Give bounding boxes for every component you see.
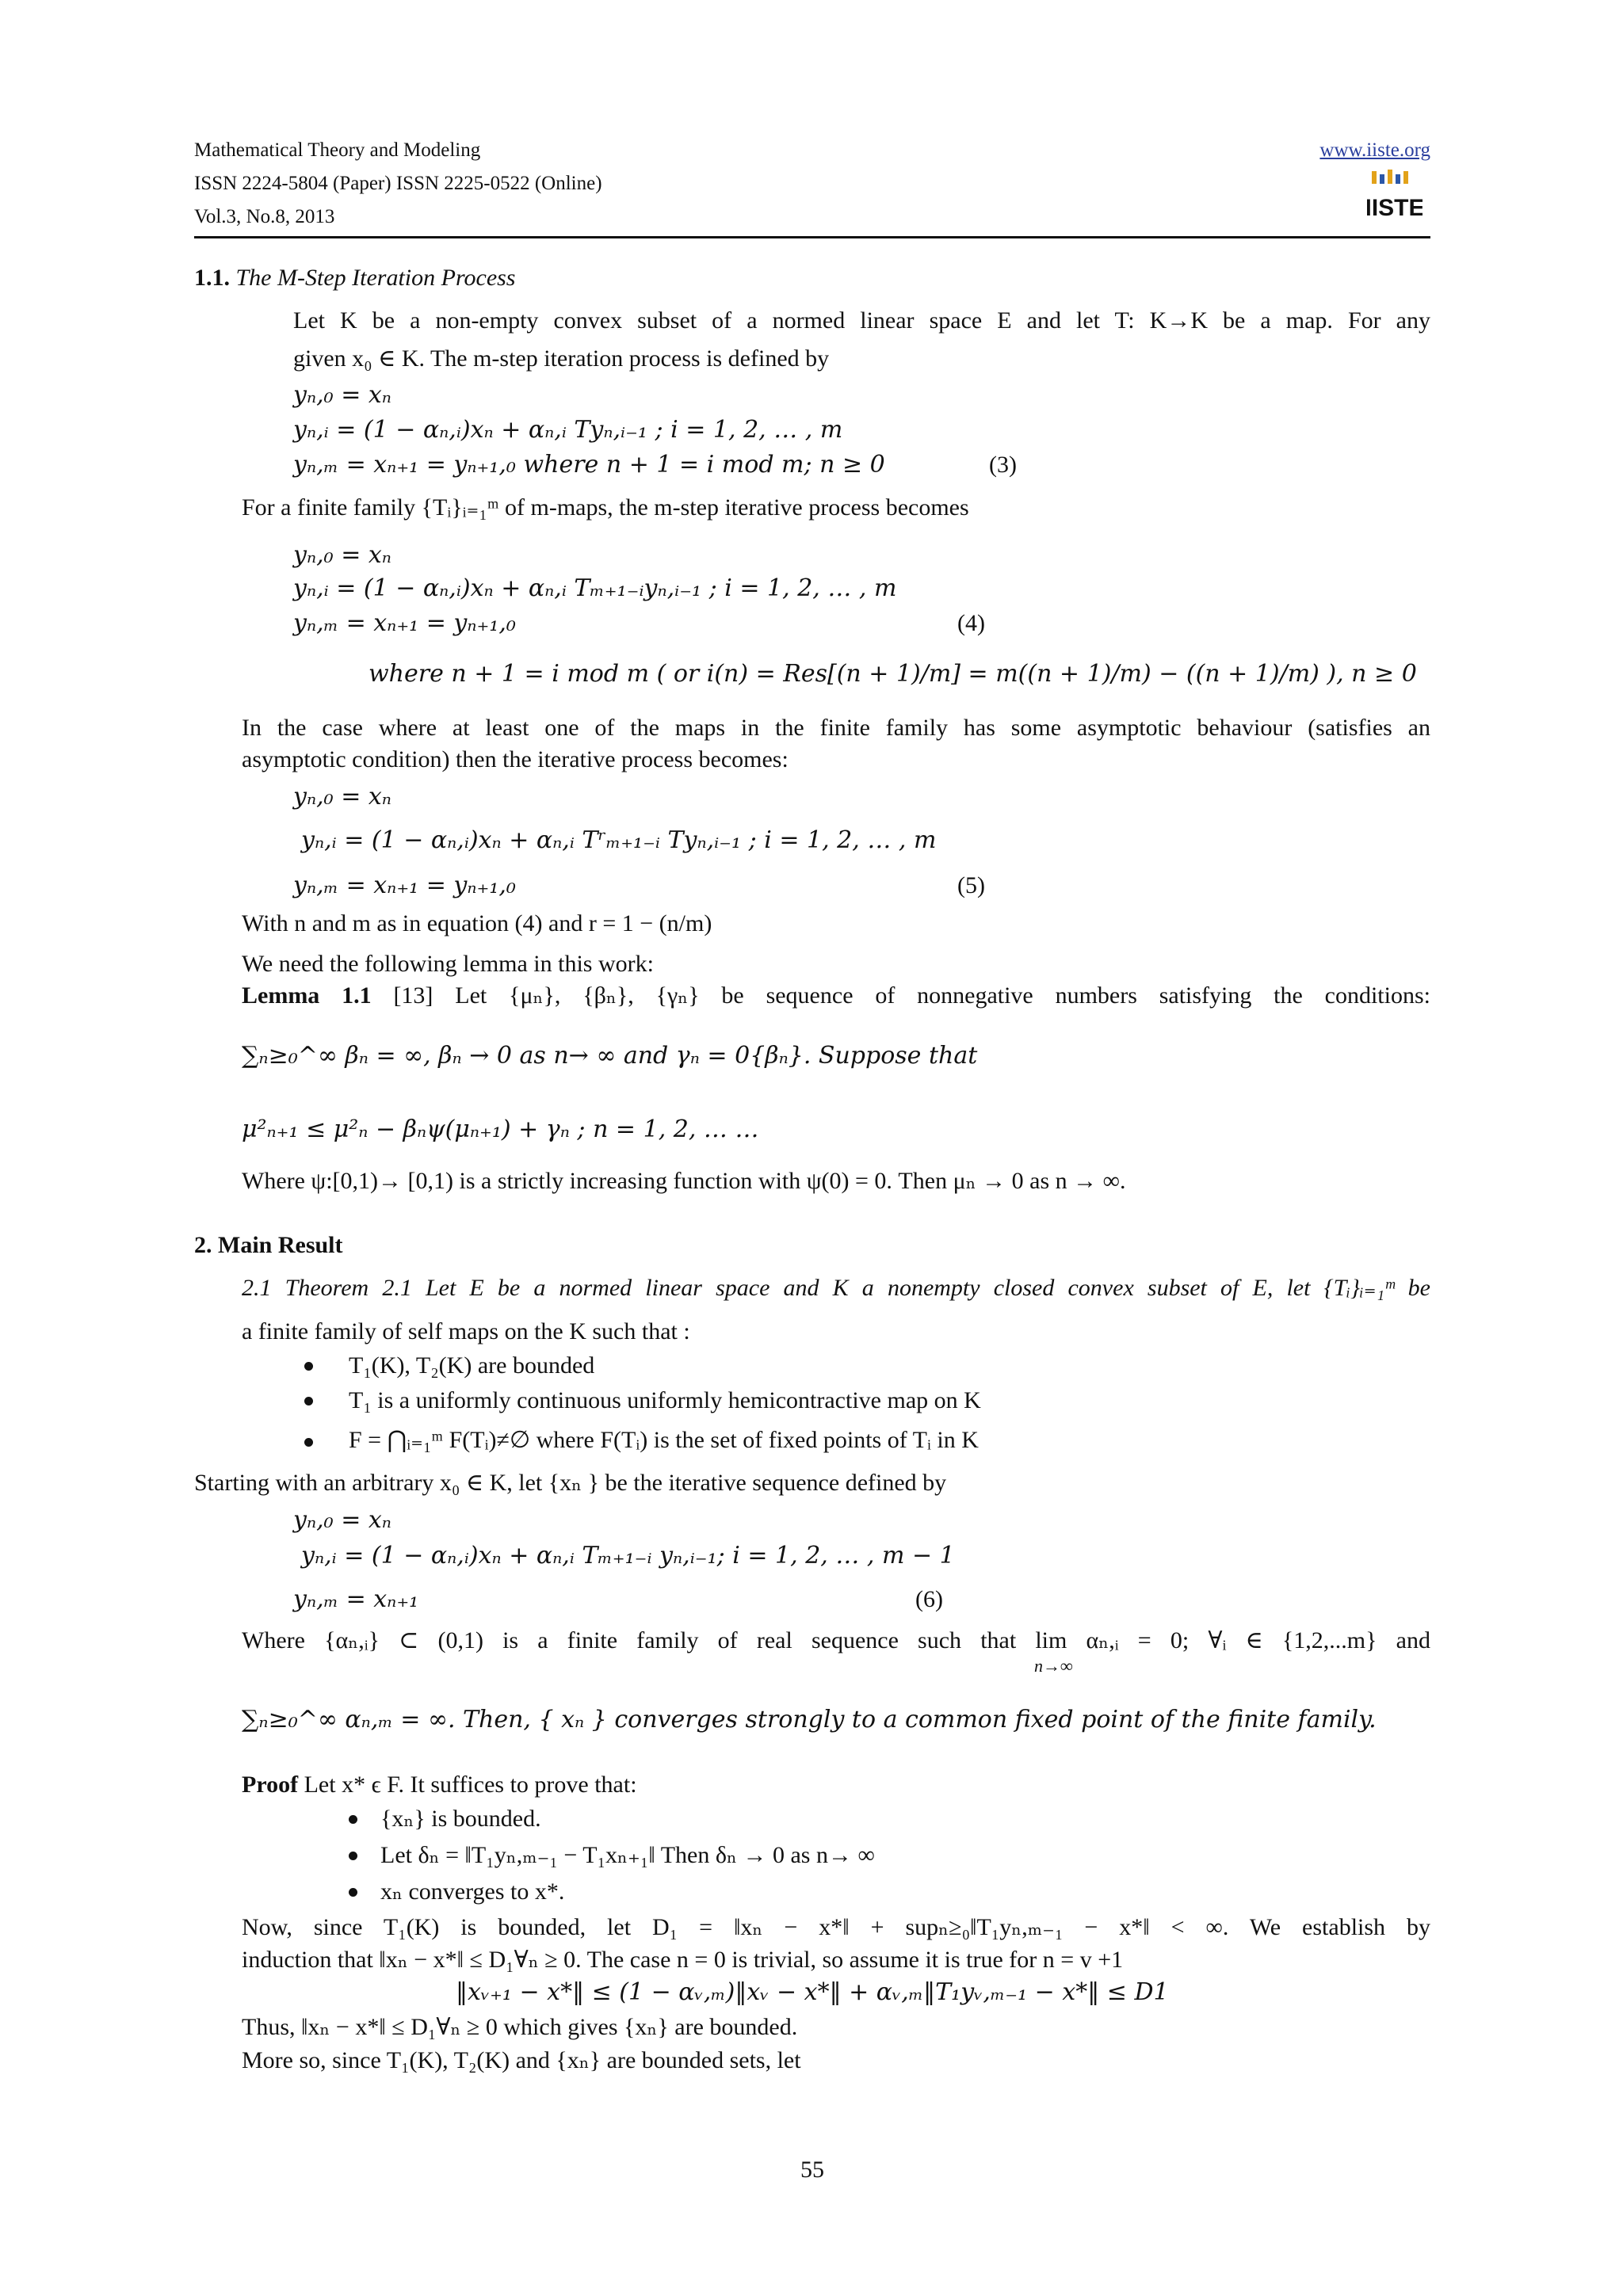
eq4-line3: yₙ,ₘ = xₙ₊₁ = yₙ₊₁,₀: [293, 609, 516, 637]
theorem-bullet-2: T₁ is a uniformly continuous uniformly hemicontractive map on K: [349, 1387, 981, 1413]
thus-line: Thus, ‖xₙ − x*‖ ≤ D₁∀ₙ ≥ 0 which gives {xₙ} are bounded.: [242, 2014, 798, 2040]
lemma-line2: ∑ₙ≥₀^∞ βₙ = ∞, βₙ → 0 as n→ ∞ and γₙ = 0{βₙ}. Suppose that: [242, 1042, 978, 1070]
bullet-dot: [349, 1852, 357, 1860]
now-line1: Now, since T₁(K) is bounded, let D₁ = ‖xₙ − x*‖ + supₙ≥₀‖T₁yₙ,ₘ₋₁ − x*‖ < ∞. We establish by: [242, 1914, 1430, 1940]
website-link[interactable]: www.iiste.org: [1319, 139, 1430, 161]
theorem-bullet-3: F = ⋂ᵢ₌₁ᵐ F(Tᵢ)≠∅ where F(Tᵢ) is the set of fixed points of Tᵢ in K: [349, 1427, 979, 1453]
eq5-label: (5): [957, 872, 985, 898]
lemma-label: Lemma 1.1: [242, 982, 372, 1009]
eq3-line2: yₙ,ᵢ = (1 − αₙ,ᵢ)xₙ + αₙ,ᵢ Tyₙ,ᵢ₋₁ ; i = 1, 2, … , m: [293, 416, 843, 444]
eq3-label: (3): [989, 452, 1017, 478]
iiste-logo: [1367, 168, 1423, 223]
svg-text:IISTE: IISTE: [1367, 195, 1423, 221]
bullet-dot: [304, 1438, 313, 1447]
lemma-line3: μ²ₙ₊₁ ≤ μ²ₙ − βₙψ(μₙ₊₁) + γₙ ; n = 1, 2, … …: [242, 1116, 759, 1143]
header-rule: [194, 236, 1430, 238]
eq4-label: (4): [957, 610, 985, 636]
lemma-line1: [242, 979, 1430, 1013]
eq3-line3: yₙ,ₘ = xₙ₊₁ = yₙ₊₁,₀ where n + 1 = i mod m; n ≥ 0: [293, 451, 885, 479]
volume-line: Vol.3, No.8, 2013: [194, 206, 335, 227]
para-1-line1: Let K be a non-empty convex subset of a normed linear space E and let T: K→K be a map. For any: [293, 307, 1430, 334]
eq6-line2: yₙ,ᵢ = (1 − αₙ,ᵢ)xₙ + αₙ,ᵢ Tₘ₊₁₋ᵢ yₙ,ᵢ₋₁; i = 1, 2, … , m − 1: [301, 1542, 955, 1569]
eq6-line1: yₙ,₀ = xₙ: [293, 1506, 391, 1534]
para-5: We need the following lemma in this work:: [242, 951, 654, 977]
theorem-line2: a finite family of self maps on the K such that :: [242, 1318, 690, 1344]
proof-intro: Let x* ϵ F. It suffices to prove that:: [298, 1772, 637, 1798]
bullet-dot: [304, 1362, 313, 1371]
now-line2: induction that ‖xₙ − x*‖ ≤ D₁∀ₙ ≥ 0. The case n = 0 is trivial, so assume it is true for n = v +1: [242, 1947, 1124, 1973]
para-2: For a finite family {Tᵢ}ᵢ₌₁ᵐ of m-maps, the m-step iterative process becomes: [242, 494, 969, 521]
lemma-line4: Where ψ:[0,1)→ [0,1) is a strictly increasing function with ψ(0) = 0. Then μₙ → 0 as n → ∞.: [242, 1168, 1126, 1194]
where-line: Where {αₙ,ᵢ} ⊂ (0,1) is a finite family of real sequence such that lim αₙ,ᵢ = 0; ∀ᵢ ∈ {1,2,...m} and: [242, 1627, 1430, 1653]
journal-name: Mathematical Theory and Modeling: [194, 139, 481, 161]
eq6-label: (6): [915, 1586, 943, 1612]
para-4: With n and m as in equation (4) and r = 1 − (n/m): [242, 910, 712, 936]
eq4-line4: where n + 1 = i mod m ( or i(n) = Res[(n + 1)/m] = m((n + 1)/m) − ((n + 1)/m) ), n ≥ 0: [369, 660, 1417, 688]
sum-line: ∑ₙ≥₀^∞ αₙ,ₘ = ∞. Then, { xₙ } converges strongly to a common fixed point of the finite family.: [242, 1706, 1377, 1733]
theorem-bullet-1: T₁(K), T₂(K) are bounded: [349, 1352, 595, 1379]
section-heading-1-1: 1.1. The M-Step Iteration Process: [194, 265, 516, 291]
para-3-line1: In the case where at least one of the maps in the finite family has some asymptotic behaviour (satisfies an: [242, 715, 1430, 741]
eq5-line2: yₙ,ᵢ = (1 − αₙ,ᵢ)xₙ + αₙ,ᵢ Tʳₘ₊₁₋ᵢ Tyₙ,ᵢ₋₁ ; i = 1, 2, … , m: [301, 826, 937, 854]
eq5-line3: yₙ,ₘ = xₙ₊₁ = yₙ₊₁,₀: [293, 871, 516, 899]
eq3-line1: yₙ,₀ = xₙ: [293, 381, 391, 409]
proof-bullet-2: Let δₙ = ‖T₁yₙ,ₘ₋₁ − T₁xₙ₊₁‖ Then δₙ → 0 as n→ ∞: [380, 1842, 875, 1868]
proof-line: [242, 1768, 637, 1802]
eq4-line1: yₙ,₀ = xₙ: [293, 541, 391, 569]
proof-bullet-3: xₙ converges to x*.: [380, 1878, 565, 1905]
proof-label: Proof: [242, 1772, 299, 1798]
issn-line: ISSN 2224-5804 (Paper) ISSN 2225-0522 (Online): [194, 173, 602, 194]
inequality-line: ‖xᵥ₊₁ − x*‖ ≤ (1 − αᵥ,ₘ)‖xᵥ − x*‖ + αᵥ,ₘ‖T₁yᵥ,ₘ₋₁ − x*‖ ≤ D1: [456, 1978, 1169, 2006]
page-number: 55: [800, 2157, 824, 2183]
lim-subscript: n→∞: [1034, 1656, 1073, 1676]
section-heading-2: 2. Main Result: [194, 1232, 343, 1258]
bullet-dot: [349, 1888, 357, 1897]
lemma-text: [13] Let {μₙ}, {βₙ}, {γₙ} be sequence of nonnegative numbers satisfying the conditions:: [371, 982, 1430, 1009]
para-3-line2: asymptotic condition) then the iterative process becomes:: [242, 746, 789, 772]
eq4-line2: yₙ,ᵢ = (1 − αₙ,ᵢ)xₙ + αₙ,ᵢ Tₘ₊₁₋ᵢyₙ,ᵢ₋₁ ; i = 1, 2, … , m: [293, 574, 897, 602]
bullet-dot: [349, 1815, 357, 1824]
start-line: Starting with an arbitrary x₀ ∈ K, let {xₙ } be the iterative sequence defined by: [194, 1470, 947, 1496]
para-1-line2: given x₀ ∈ K. The m-step iteration process is defined by: [293, 345, 830, 372]
eq5-line1: yₙ,₀ = xₙ: [293, 783, 391, 810]
eq6-line3: yₙ,ₘ = xₙ₊₁: [293, 1585, 419, 1613]
proof-bullet-1: {xₙ} is bounded.: [380, 1806, 541, 1832]
more-line: More so, since T₁(K), T₂(K) and {xₙ} are bounded sets, let: [242, 2047, 801, 2073]
theorem-line1: 2.1 Theorem 2.1 Let E be a normed linear space and K a nonempty closed convex subset of E, let {Tᵢ}ᵢ₌₁ᵐ be: [242, 1275, 1430, 1301]
bullet-dot: [304, 1397, 313, 1405]
